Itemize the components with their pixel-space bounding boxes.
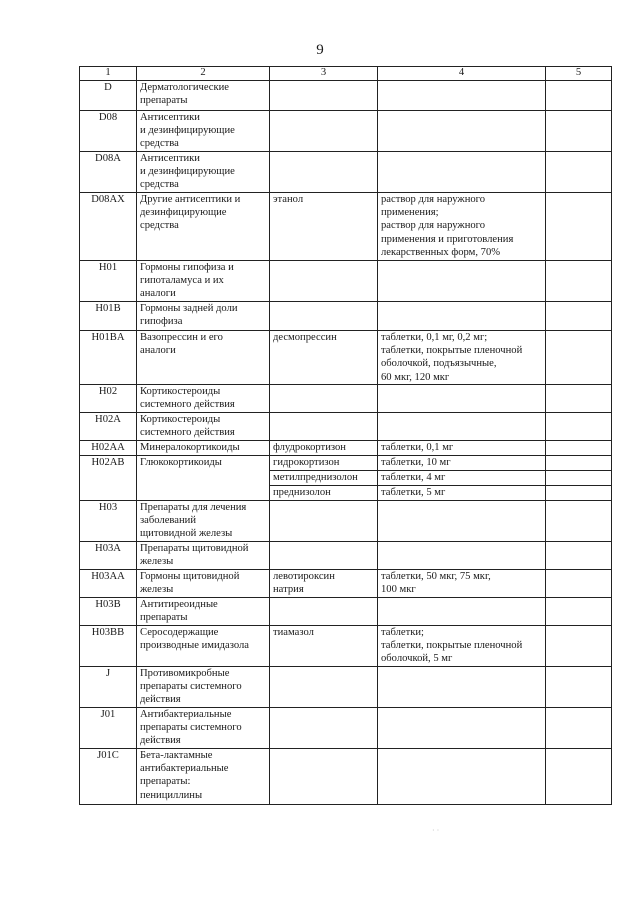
group-name-text: щитовидной железы [140, 528, 233, 540]
column-5-cell [546, 441, 612, 456]
column-5-cell [546, 385, 612, 413]
anatomical-group-cell [137, 81, 270, 111]
column-5-cell [546, 501, 612, 542]
group-name-text: препараты [140, 95, 188, 107]
anatomical-group-cell [137, 570, 270, 598]
group-name-text: Минералокортикоиды [140, 442, 240, 453]
column-5-cell [546, 261, 612, 302]
group-name-text: аналоги [140, 345, 176, 357]
anatomical-group-cell [137, 598, 270, 626]
drug-name-cell [270, 570, 378, 598]
anatomical-group-cell [137, 441, 270, 456]
dosage-form-cell [378, 542, 546, 570]
group-name-text: Дерматологические [140, 82, 230, 93]
column-5-cell [546, 542, 612, 570]
group-name-text: препараты системного [140, 722, 242, 734]
dosage-form-text: оболочкой, подъязычные, [381, 358, 497, 370]
dosage-form-cell [378, 193, 546, 261]
group-name-text: и дезинфицирующие [140, 125, 235, 137]
atc-code-cell: D08 [80, 111, 137, 152]
dosage-form-cell [378, 501, 546, 542]
column-5-cell [546, 570, 612, 598]
table-row [80, 667, 612, 708]
group-name-text: Бета-лактамные [140, 750, 213, 761]
dosage-form-cell [378, 749, 546, 805]
dosage-form-text: раствор для наружного [381, 220, 486, 232]
atc-code-cell: D08A [80, 152, 137, 193]
dosage-form-cell [378, 667, 546, 708]
group-name-text: пенициллины [140, 789, 203, 801]
group-name-text: препараты [140, 612, 188, 624]
table-row [80, 708, 612, 749]
table-row [80, 302, 612, 331]
atc-code-cell: H02 [80, 385, 137, 413]
group-name-text: действия [140, 694, 181, 706]
dosage-form-text: таблетки, покрытые пленочной [381, 345, 523, 357]
drug-name-text: преднизолон [273, 487, 331, 498]
group-name-text: антибактериальные [140, 763, 229, 775]
dosage-form-cell [378, 331, 546, 385]
table-row [80, 81, 612, 111]
column-5-cell [546, 471, 612, 486]
table-body [80, 81, 612, 805]
drug-name-text: флудрокортизон [273, 442, 346, 453]
group-name-text: Вазопрессин и его [140, 332, 223, 343]
table-row [80, 598, 612, 626]
drug-name-cell [270, 708, 378, 749]
dosage-form-cell [378, 385, 546, 413]
group-name-text: средства [140, 138, 179, 150]
drug-name-cell [270, 456, 378, 471]
group-name-text: Кортикостероиды [140, 414, 221, 425]
column-5-cell [546, 708, 612, 749]
table-row [80, 441, 612, 456]
group-name-text: Глюкокортикоиды [140, 457, 222, 468]
drug-name-cell [270, 749, 378, 805]
group-name-text: гипофиза [140, 316, 183, 328]
dosage-form-text: таблетки, покрытые пленочной [381, 640, 523, 652]
atc-code-cell: H01BA [80, 331, 137, 385]
group-name-text: Препараты щитовидной [140, 543, 249, 554]
column-5-cell [546, 81, 612, 111]
column-5-cell [546, 331, 612, 385]
column-5-cell [546, 486, 612, 501]
drug-name-cell [270, 501, 378, 542]
dosage-form-cell [378, 598, 546, 626]
page-number: 9 [316, 42, 324, 58]
dosage-form-text: таблетки, 50 мкг, 75 мкг, [381, 571, 491, 582]
group-name-text: Антитиреоидные [140, 599, 218, 610]
anatomical-group-cell [137, 542, 270, 570]
dosage-form-text: таблетки, 4 мг [381, 472, 446, 483]
dosage-form-text: 60 мкг, 120 мкг [381, 371, 450, 383]
dosage-form-text: раствор для наружного [381, 194, 486, 205]
group-name-text: железы [140, 584, 174, 596]
dosage-form-cell [378, 111, 546, 152]
drug-name-cell [270, 193, 378, 261]
column-5-cell [546, 598, 612, 626]
table-row [80, 385, 612, 413]
dosage-form-cell [378, 81, 546, 111]
atc-code-cell: D08AX [80, 193, 137, 261]
atc-code-cell: H02AB [80, 456, 137, 501]
group-name-text: производные имидазола [140, 640, 249, 652]
column-5-cell [546, 413, 612, 441]
group-name-text: Гормоны задней доли [140, 303, 238, 314]
group-name-text: гипоталамуса и их [140, 275, 224, 287]
group-name-text: аналоги [140, 288, 176, 300]
group-name-text: Антисептики [140, 153, 200, 164]
dosage-form-cell [378, 456, 546, 471]
drug-name-cell [270, 542, 378, 570]
column-5-cell [546, 111, 612, 152]
dosage-form-cell [378, 486, 546, 501]
atc-code-cell: H02AA [80, 441, 137, 456]
drug-name-text: этанол [273, 194, 304, 205]
group-name-text: Противомикробные [140, 668, 230, 679]
group-name-text: и дезинфицирующие [140, 166, 235, 178]
group-name-text: Антибактериальные [140, 709, 232, 720]
anatomical-group-cell [137, 708, 270, 749]
table-header [80, 67, 612, 81]
column-5-cell [546, 626, 612, 667]
anatomical-group-cell [137, 749, 270, 805]
table-row [80, 570, 612, 598]
column-header: 4 [378, 67, 546, 81]
dosage-form-text: таблетки, 10 мг [381, 457, 451, 468]
dosage-form-text: таблетки, 5 мг [381, 487, 446, 498]
group-name-text: Препараты для лечения [140, 502, 247, 513]
drug-name-cell [270, 302, 378, 331]
anatomical-group-cell [137, 111, 270, 152]
dosage-form-text: оболочкой, 5 мг [381, 653, 453, 665]
column-header: 3 [270, 67, 378, 81]
column-5-cell [546, 302, 612, 331]
group-name-text: средства [140, 179, 179, 191]
anatomical-group-cell [137, 456, 270, 501]
dosage-form-text: таблетки, 0,1 мг [381, 442, 454, 453]
drug-name-cell [270, 471, 378, 486]
table-row [80, 456, 612, 471]
group-name-text: системного действия [140, 427, 235, 439]
atc-code-cell: H02A [80, 413, 137, 441]
anatomical-group-cell [137, 626, 270, 667]
table-row [80, 749, 612, 805]
group-name-text: средства [140, 220, 179, 232]
atc-code-cell: H03B [80, 598, 137, 626]
column-header: 1 [80, 67, 137, 81]
group-name-text: заболеваний [140, 515, 196, 527]
dosage-form-text: таблетки; [381, 627, 424, 638]
group-name-text: Серосодержащие [140, 627, 219, 638]
table-row [80, 413, 612, 441]
dosage-form-text: лекарственных форм, 70% [381, 246, 501, 258]
dosage-form-text: применения и приготовления [381, 233, 514, 245]
atc-code-cell: D [80, 81, 137, 111]
anatomical-group-cell [137, 413, 270, 441]
group-name-text: препараты: [140, 776, 191, 788]
dosage-form-text: применения; [381, 207, 439, 219]
drug-name-text: левотироксин [273, 571, 335, 582]
anatomical-group-cell [137, 193, 270, 261]
table-row [80, 331, 612, 385]
drug-name-text: гидрокортизон [273, 457, 340, 468]
dosage-form-cell [378, 708, 546, 749]
dosage-form-text: 100 мкг [381, 584, 416, 596]
scan-mark: · · [432, 826, 440, 835]
column-5-cell [546, 456, 612, 471]
atc-code-cell: J [80, 667, 137, 708]
anatomical-group-cell [137, 331, 270, 385]
medications-table [79, 66, 612, 805]
header-row [80, 67, 612, 81]
drug-name-text: тиамазол [273, 627, 314, 638]
drug-name-cell [270, 413, 378, 441]
dosage-form-cell [378, 471, 546, 486]
group-name-text: препараты системного [140, 681, 242, 693]
column-header: 2 [137, 67, 270, 81]
atc-code-cell: H03BB [80, 626, 137, 667]
drug-name-cell [270, 626, 378, 667]
dosage-form-cell [378, 413, 546, 441]
dosage-form-cell [378, 441, 546, 456]
table-row [80, 111, 612, 152]
dosage-form-cell [378, 302, 546, 331]
drug-name-cell [270, 667, 378, 708]
atc-code-cell: H01 [80, 261, 137, 302]
atc-code-cell: J01 [80, 708, 137, 749]
dosage-form-cell [378, 261, 546, 302]
dosage-form-text: таблетки, 0,1 мг, 0,2 мг; [381, 332, 488, 343]
dosage-form-cell [378, 626, 546, 667]
group-name-text: Гормоны щитовидной [140, 571, 240, 582]
group-name-text: Кортикостероиды [140, 386, 221, 397]
group-name-text: Гормоны гипофиза и [140, 262, 234, 273]
drug-name-cell [270, 598, 378, 626]
group-name-text: железы [140, 556, 174, 568]
anatomical-group-cell [137, 302, 270, 331]
group-name-text: действия [140, 735, 181, 747]
drug-name-cell [270, 81, 378, 111]
column-5-cell [546, 667, 612, 708]
drug-name-text: натрия [273, 584, 304, 596]
atc-code-cell: J01C [80, 749, 137, 805]
drug-name-text: десмопрессин [273, 332, 337, 343]
drug-name-cell [270, 111, 378, 152]
anatomical-group-cell [137, 261, 270, 302]
drug-name-cell [270, 385, 378, 413]
group-name-text: Антисептики [140, 112, 200, 123]
dosage-form-cell [378, 152, 546, 193]
anatomical-group-cell [137, 667, 270, 708]
column-5-cell [546, 193, 612, 261]
drug-name-cell [270, 441, 378, 456]
table-row [80, 193, 612, 261]
anatomical-group-cell [137, 501, 270, 542]
atc-code-cell: H03AA [80, 570, 137, 598]
table-row [80, 542, 612, 570]
drug-name-cell [270, 261, 378, 302]
atc-code-cell: H03 [80, 501, 137, 542]
group-name-text: системного действия [140, 399, 235, 411]
table-row [80, 626, 612, 667]
table-row [80, 261, 612, 302]
drug-name-cell [270, 152, 378, 193]
anatomical-group-cell [137, 385, 270, 413]
drug-name-cell [270, 331, 378, 385]
drug-name-text: метилпреднизолон [273, 472, 358, 483]
column-header: 5 [546, 67, 612, 81]
group-name-text: Другие антисептики и [140, 194, 241, 205]
column-5-cell [546, 749, 612, 805]
atc-code-cell: H01B [80, 302, 137, 331]
group-name-text: дезинфицирующие [140, 207, 227, 219]
table-row [80, 152, 612, 193]
dosage-form-cell [378, 570, 546, 598]
column-5-cell [546, 152, 612, 193]
drug-name-cell [270, 486, 378, 501]
anatomical-group-cell [137, 152, 270, 193]
table-row [80, 501, 612, 542]
atc-code-cell: H03A [80, 542, 137, 570]
